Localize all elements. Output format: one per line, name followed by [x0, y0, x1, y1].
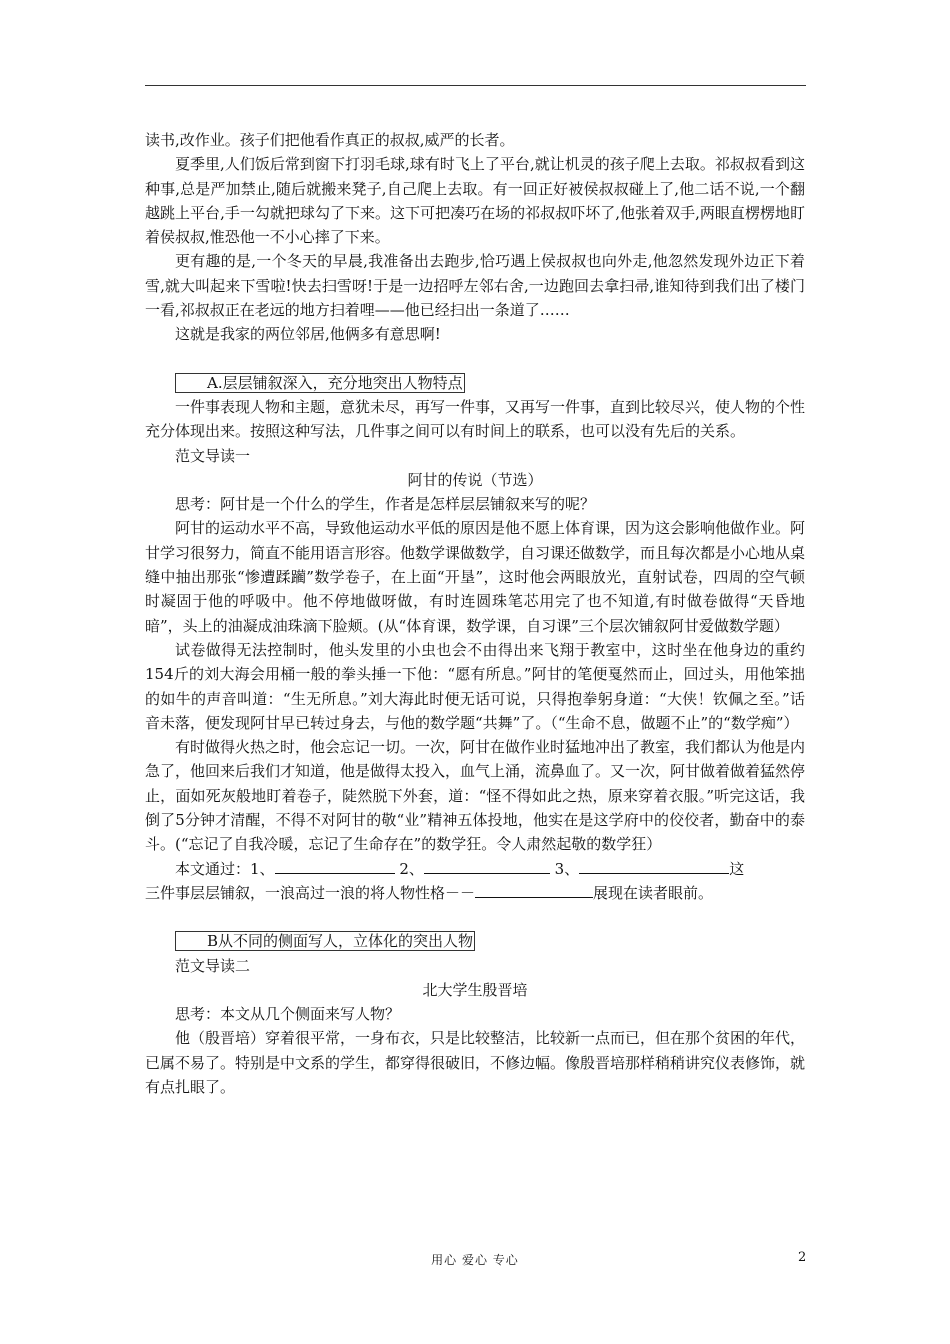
blank-1[interactable]: [275, 859, 395, 874]
article-title-1: 阿甘的传说（节选）: [407, 470, 543, 489]
think-question-2: 思考：本文从几个侧面来写人物？: [175, 1005, 401, 1024]
article-title-2: 北大学生殷晋培: [422, 980, 528, 999]
section-b-line: [145, 929, 805, 953]
fill-label-4: 这: [729, 859, 745, 878]
paragraph-5: 一件事表现人物和主题，意犹未尽，再写一件事，又再写一件事，直到比较尽兴，使人物的个性充分体现出来。按照这种写法，几件事之间可以有时间上的联系，也可以没有先后的关系。: [145, 397, 806, 441]
paragraph-6: 阿甘的运动水平不高，导致他运动水平低的原因是他不愿上体育课，因为这会影响他做作业。阿甘学习很努力，简直不能用语言形容。他数学课做数学，自习课还做数学，而且每次都是小心地从桌缝中抽出那张“惨遭蹂躏”数学卷子，在上面“开垦”，这时他会两眼放光，直射试卷，四周的空气顿时凝固于他的呼吸中。他不停地做呀做，有时连圆珠笔芯用完了也不知道,有时做卷做得“天昏地暗”，头上的油凝成油珠滴下脸颊。(从“体育课，数学课，自习课”三个层次铺叙阿甘爱做数学题）: [145, 519, 806, 635]
paragraph-4: 这就是我家的两位邻居,他俩多有意思啊!: [175, 325, 441, 344]
guide-2-label: 范文导读二: [175, 956, 251, 975]
paragraph-8: 有时做得火热之时，他会忘记一切。一次，阿甘在做作业时猛地冲出了教室，我们都认为他是内急了，他回来后我们才知道，他是做得太投入，血气上涌，流鼻血了。又一次，阿甘做着做着猛然停止，面如死灰般地盯着卷子，陡然脱下外套，道：“怪不得如此之热，原来穿着衣服。”听完这话，我倒了5分钟才清醒，不得不对阿甘的敬“业”精神五体投地，他实在是这学府中的佼佼者，勤奋中的泰斗。(“忘记了自我冷暖，忘记了生命存在”的数学狂。令人肃然起敬的数学狂）: [145, 738, 806, 854]
paragraph-1: 读书,改作业。孩子们把他看作真正的叔叔,威严的长者。: [145, 131, 515, 149]
section-a-heading: A.层层铺叙深入，充分地突出人物特点: [175, 373, 465, 393]
fill-label-6: 展现在读者眼前。: [593, 883, 714, 902]
blank-2[interactable]: [424, 859, 550, 874]
page-content: [145, 128, 805, 1099]
header-rule: [145, 85, 806, 86]
blank-3[interactable]: [579, 859, 729, 874]
spacer: [145, 905, 805, 929]
fill-label-2: 2、: [399, 859, 424, 878]
paragraph-3: 更有趣的是,一个冬天的早晨,我准备出去跑步,恰巧遇上侯叔叔也向外走,他忽然发现外边正下着雪,就大叫起来下雪啦!快去扫雪呀!于是一边招呼左邻右舍,一边跑回去拿扫帚,谁知待到我们出了楼门一看,祁叔叔正在老远的地方扫着哩——他已经扫出一条道了……: [145, 252, 805, 320]
paragraph-9: 他（殷晋培）穿着很平常，一身布衣，只是比较整洁，比较新一点而已，但在那个贫困的年代，已属不易了。特别是中文系的学生，都穿得很破旧，不修边幅。像殷晋培那样稍稍讲究仪表修饰，就有点扎眼了。: [145, 1029, 806, 1096]
fill-label-1: 本文通过：1、: [175, 859, 275, 878]
paragraph-7: 试卷做得无法控制时，他头发里的小虫也会不由得出来飞翔于教室中，这时坐在他身边的重约154斤的刘大海会用桶一般的拳头捶一下他：“愿有所息。”阿甘的笔便戛然而止，回过头，用他笨拙的如牛的声音叫道：“生无所息。”刘大海此时便无话可说，只得抱拳躬身道：“大侠！钦佩之至。”话音未落，便发现阿甘早已转过身去，与他的数学题“共舞”了。（“生命不息，做题不止”的“数学痴”）: [145, 640, 805, 732]
fill-label-3: 3、: [554, 859, 580, 878]
fill-in-line-1: [145, 857, 805, 881]
section-b-heading: B从不同的侧面写人，立体化的突出人物: [175, 931, 475, 951]
section-a-line: [145, 371, 805, 395]
paragraph-2: 夏季里,人们饭后常到窗下打羽毛球,球有时飞上了平台,就让机灵的孩子爬上去取。祁叔叔看到这种事,总是严加禁止,随后就搬来凳子,自己爬上去取。有一回正好被侯叔叔碰上了,他二话不说,一个翻越跳上平台,手一勾就把球勾了下来。这下可把凑巧在场的祁叔叔吓坏了,他张着双手,两眼直楞楞地盯着侯叔叔,惟恐他一不小心摔了下来。: [145, 155, 805, 247]
blank-4[interactable]: [475, 883, 593, 898]
spacer: [145, 347, 805, 371]
page-number: 2: [798, 1250, 807, 1265]
think-question-1: 思考：阿甘是一个什么的学生，作者是怎样层层铺叙来写的呢？: [175, 495, 596, 514]
guide-1-label: 范文导读一: [175, 446, 251, 465]
footer-text: 用心 爱心 专心: [431, 1253, 519, 1267]
fill-in-line-2: [145, 881, 805, 905]
fill-label-5: 三件事层层铺叙，一浪高过一浪的将人物性格－－: [145, 883, 476, 902]
